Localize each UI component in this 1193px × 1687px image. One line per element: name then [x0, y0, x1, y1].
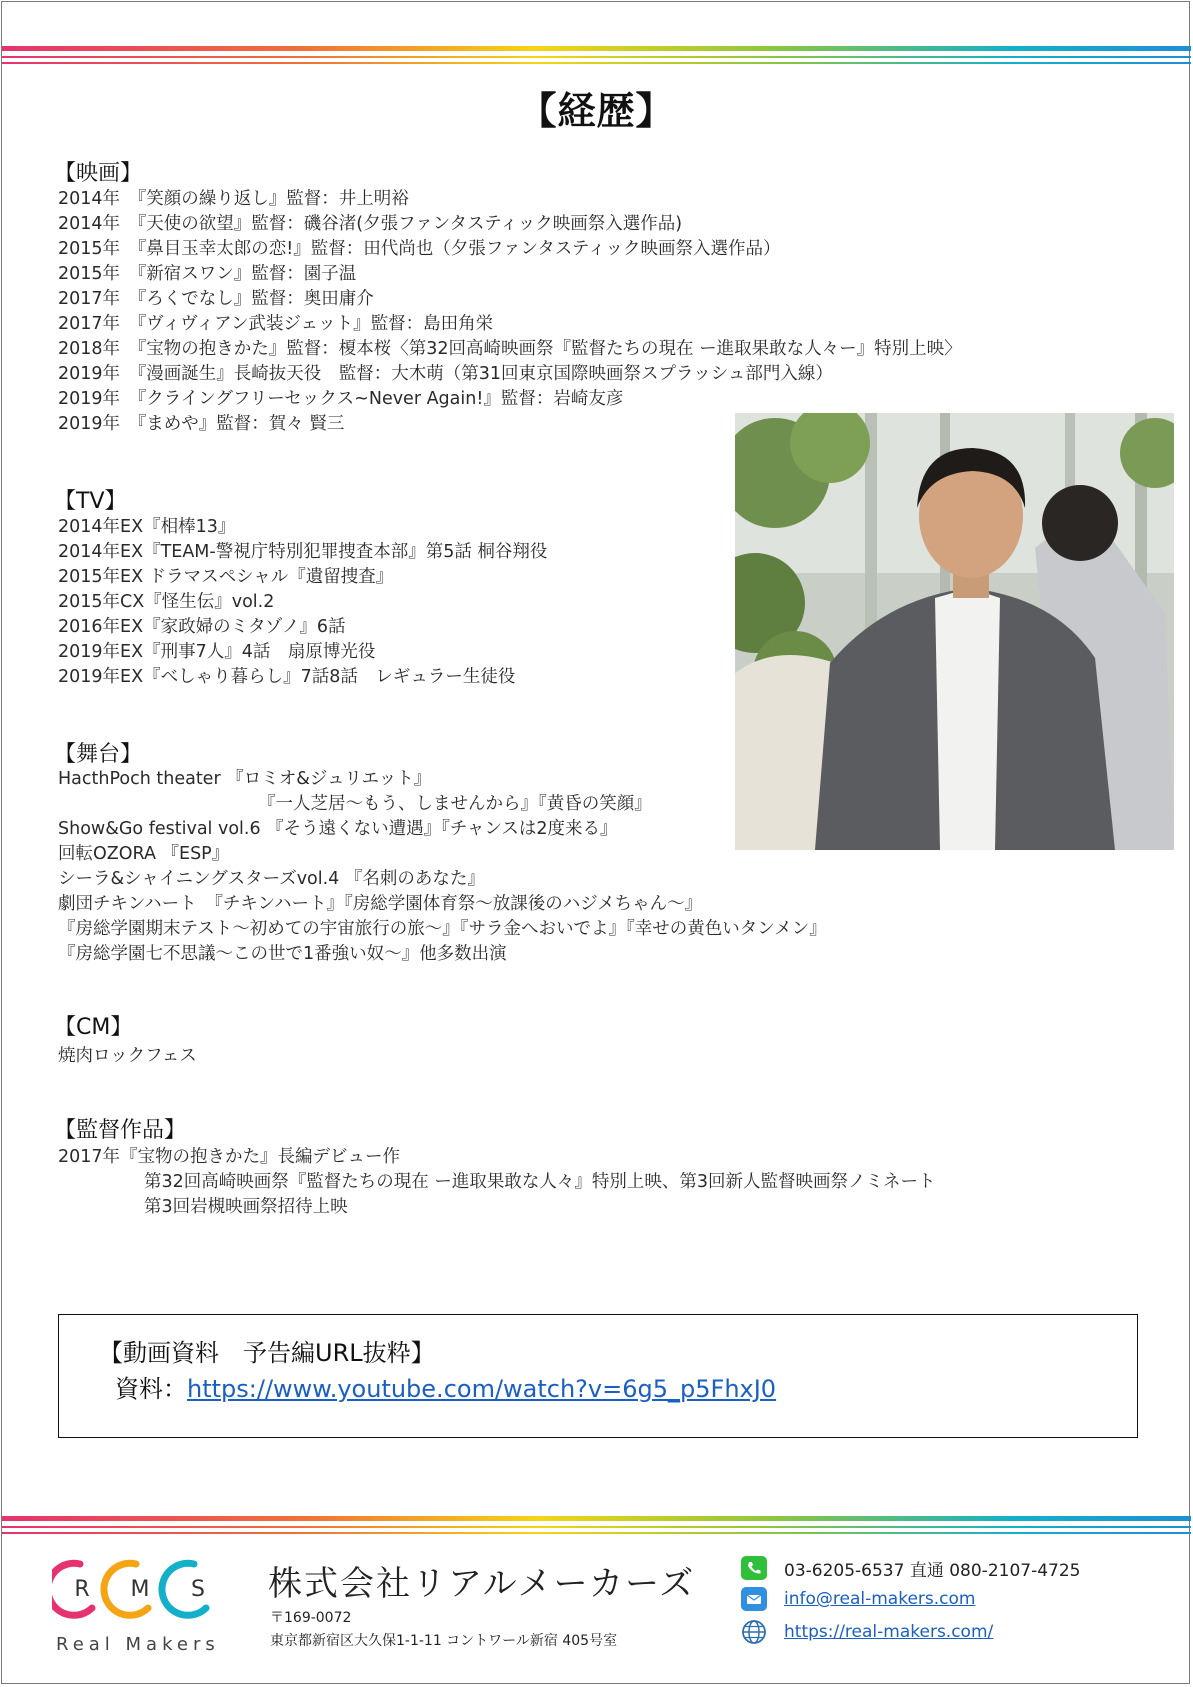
- tv-item: 2016年EX『家政婦のミタゾノ』6話: [58, 617, 346, 637]
- tv-item: 2014年EX『TEAM-警視庁特別犯罪捜査本部』第5話 桐谷翔役: [58, 542, 548, 562]
- director-heading: 【監督作品】: [54, 1118, 187, 1143]
- film-heading: 【映画】: [54, 161, 143, 186]
- header-stripe-thin-2: [2, 62, 1191, 64]
- film-list: [58, 187, 962, 437]
- phone-icon: [740, 1555, 768, 1581]
- director-item: 第3回岩槻映画祭招待上映: [144, 1197, 348, 1217]
- director-item: 2017年『宝物の抱きかた』長編デビュー作: [58, 1147, 401, 1167]
- film-item: 2019年 『まめや』監督：賀々 賢三: [58, 414, 345, 434]
- stage-heading: 【舞台】: [54, 742, 143, 767]
- tv-item: 2015年CX『怪生伝』vol.2: [58, 592, 275, 612]
- phone-text: 03-6205-6537 直通 080-2107-4725: [784, 1560, 1081, 1581]
- footer-stripe-thin: [2, 1526, 1191, 1528]
- email-link[interactable]: info@real-makers.com: [784, 1589, 976, 1609]
- film-item: 2017年 『ヴィヴィアン武装ジェット』監督：島田角栄: [58, 314, 494, 334]
- stage-item: 『一人芝居～もう、しませんから』『黄昏の笑顔』: [258, 794, 652, 814]
- trailer-label: 資料：: [115, 1375, 187, 1403]
- email-row: [740, 1586, 975, 1612]
- film-item: 2015年 『鼻目玉幸太郎の恋!』監督：田代尚也（夕張ファンタスティック映画祭入選作品）: [58, 239, 781, 259]
- profile-photo-illustration: [735, 413, 1174, 850]
- website-link[interactable]: https://real-makers.com/: [784, 1622, 994, 1642]
- stage-item: 『房総学園期末テスト～初めての宇宙旅行の旅～』『サラ金へおいでよ』『幸せの黄色いタンメン』: [58, 919, 827, 939]
- stage-item: 『房総学園七不思議～この世で1番強い奴～』他多数出演: [58, 944, 507, 964]
- profile-photo: [735, 413, 1174, 850]
- logo-text: Real Makers: [56, 1634, 220, 1655]
- tv-item: 2015年EX ドラマスペシャル『遺留捜査』: [58, 567, 394, 587]
- rms-logo-icon: [52, 1548, 252, 1658]
- page-title: 【経歴】: [518, 89, 675, 133]
- director-item: 第32回高崎映画祭『監督たちの現在 ー進取果敢な人々』特別上映、第3回新人監督映画祭ノミネート: [144, 1172, 936, 1192]
- logo-letter-s: S: [191, 1577, 205, 1602]
- phone-row: [740, 1555, 1080, 1581]
- film-item: 2014年 『天使の欲望』監督：磯谷渚(夕張ファンタスティック映画祭入選作品): [58, 214, 683, 234]
- film-item: 2018年 『宝物の抱きかた』監督：榎本桜〈第32回高崎映画祭『監督たちの現在 ー進取果敢な人々ー』特別上映〉: [58, 339, 962, 359]
- tv-item: 2019年EX『刑事7人』4話 扇原博光役: [58, 642, 376, 662]
- stage-item: シーラ&シャイニングスターズvol.4 『名刺のあなた』: [58, 869, 485, 889]
- film-item: 2017年 『ろくでなし』監督：奥田庸介: [58, 289, 374, 309]
- stage-list: [58, 767, 827, 967]
- globe-icon: [740, 1619, 768, 1645]
- film-item: 2014年 『笑顔の繰り返し』監督：井上明裕: [58, 189, 409, 209]
- postal-code: 〒169-0072: [270, 1610, 352, 1626]
- logo-letter-r: R: [74, 1577, 90, 1602]
- cm-item: 焼肉ロックフェス: [58, 1046, 197, 1066]
- stage-item: Show&Go festival vol.6 『そう遠くない遭遇』『チャンスは2度来る』: [58, 819, 618, 839]
- director-list: [58, 1145, 935, 1220]
- footer-stripe-thin-2: [2, 1532, 1191, 1534]
- trailer-url-link[interactable]: https://www.youtube.com/watch?v=6g5_p5FhxJ0: [187, 1375, 777, 1403]
- film-item: 2019年 『クライングフリーセックス~Never Again!』監督：岩崎友彦: [58, 389, 624, 409]
- cm-heading: 【CM】: [54, 1015, 133, 1040]
- film-item: 2019年 『漫画誕生』長崎抜天役 監督：大木萌（第31回東京国際映画祭スプラッシュ部門入線）: [58, 364, 833, 384]
- stage-item: 劇団チキンハート 『チキンハート』『房総学園体育祭～放課後のハジメちゃん～』: [58, 894, 703, 914]
- footer-stripe: [2, 1516, 1191, 1521]
- film-item: 2015年 『新宿スワン』監督：園子温: [58, 264, 357, 284]
- trailer-heading: 【動画資料 予告編URL抜粋】: [99, 1339, 435, 1367]
- stage-item: 回転OZORA 『ESP』: [58, 844, 230, 864]
- company-address: 東京都新宿区大久保1-1-11 コントワール新宿 405号室: [270, 1633, 618, 1649]
- website-row: [740, 1619, 993, 1645]
- trailer-row: [115, 1369, 776, 1404]
- company-name: 株式会社リアルメーカーズ: [268, 1564, 696, 1604]
- mail-icon: [740, 1586, 768, 1612]
- tv-item: 2014年EX『相棒13』: [58, 517, 236, 537]
- company-logo: [52, 1548, 252, 1658]
- tv-item: 2019年EX『べしゃり暮らし』7話8話 レギュラー生徒役: [58, 667, 516, 687]
- header-stripe: [2, 46, 1191, 51]
- tv-list: [58, 515, 547, 690]
- header-stripe-thin: [2, 56, 1191, 58]
- trailer-box: [58, 1314, 1138, 1438]
- cm-list: [58, 1044, 197, 1069]
- logo-letter-m: M: [130, 1577, 150, 1602]
- tv-heading: 【TV】: [54, 489, 127, 514]
- stage-item: HacthPoch theater 『ロミオ&ジュリエット』: [58, 769, 432, 789]
